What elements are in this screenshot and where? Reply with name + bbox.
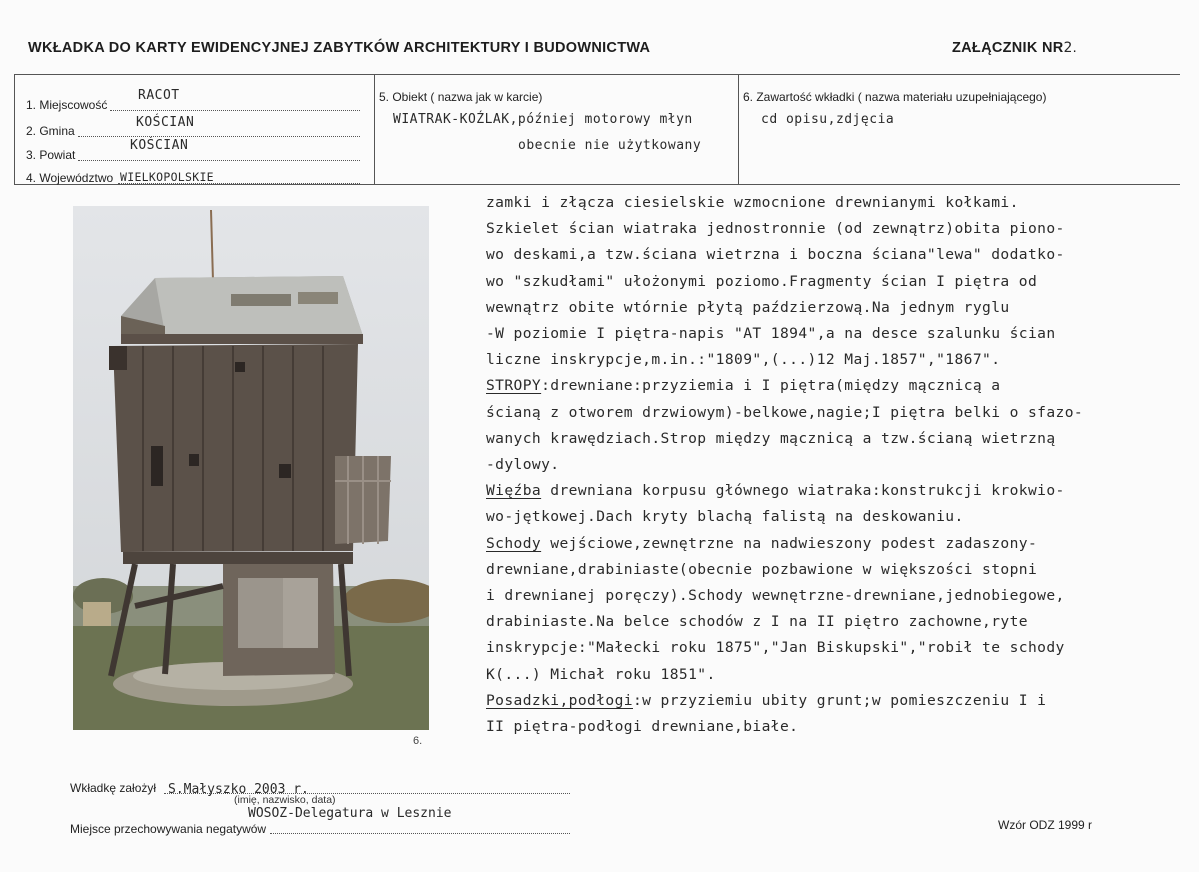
contents-label: 6. Zawartość wkładki ( nazwa materiału uzupełniającego) <box>743 90 1047 104</box>
description-line <box>486 478 1083 504</box>
attachment-label: ZAŁĄCZNIK NR2. <box>952 40 1077 56</box>
section-text: wejściowe,zewnętrzne na nadwieszony podest zadaszony- <box>541 534 1038 552</box>
field-miejscowosc: 1. Miejscowość RACOT <box>26 88 360 112</box>
storage-label: Miejsce przechowywania negatywów <box>70 822 267 836</box>
author-hint: (imię, nazwisko, data) <box>234 794 336 806</box>
attachment-label-text: ZAŁĄCZNIK NR <box>952 40 1064 56</box>
description-line: drewniane,drabiniaste(obecnie pozbawione w większości stopni <box>486 560 1038 578</box>
object-line-2: obecnie nie użytkowany <box>518 138 702 153</box>
section-text: drewniana korpusu głównego wiatraka:konstrukcji krokwio- <box>541 482 1065 500</box>
section-heading: Więźba <box>486 482 542 500</box>
description-line: liczne inskrypcje,m.in.:"1809",(...)12 Maj.1857","1867". <box>486 351 1001 369</box>
storage-value: WOSOZ-Delegatura w Lesznie <box>248 806 452 821</box>
gmina-value: KOŚCIAN <box>136 115 195 130</box>
description-line <box>486 373 1083 399</box>
section-heading: Schody <box>486 534 542 552</box>
description-line: Szkielet ścian wiatraka jednostronnie (od zewnątrz)obita piono- <box>486 220 1065 238</box>
description-line: II piętra-podłogi drewniane,białe. <box>486 718 799 736</box>
section-heading: Posadzki,podłogi <box>486 691 633 709</box>
object-line-1: WIATRAK-KOŹLAK,później motorowy młyn <box>393 112 693 127</box>
object-label: 5. Obiekt ( nazwa jak w karcie) <box>379 90 543 104</box>
windmill-photo <box>73 206 429 730</box>
description-line: inskrypcje:"Małecki roku 1875","Jan Biskupski","robił te schody <box>486 639 1065 657</box>
contents-value: cd opisu,zdjęcia <box>761 112 895 127</box>
section-text: :w przyziemiu ubity grunt;w pomieszczeniu I i <box>632 691 1047 709</box>
powiat-value: KOŚCIAN <box>130 138 189 153</box>
description-line: -dylowy. <box>486 456 560 474</box>
footer-author <box>70 776 570 806</box>
description-line: wanych krawędziach.Strop między mącznicą a tzw.ścianą wietrzną <box>486 429 1056 447</box>
field-powiat: 3. Powiat KOŚCIAN <box>26 138 360 162</box>
section-text: :drewniane:przyziemia i I piętra(między mącznicą a <box>541 377 1001 395</box>
table-top-border <box>14 74 1180 75</box>
author-value: S.Małyszko 2003 r. <box>168 782 309 797</box>
template-note: Wzór ODZ 1999 r <box>998 818 1093 832</box>
author-label: Wkładkę założył <box>70 781 157 795</box>
description-line: wewnątrz obite wtórnie płytą paździerzową.Na jednym ryglu <box>486 298 1010 316</box>
description-line: drabiniaste.Na belce schodów z I na II piętro zachowne,ryte <box>486 613 1028 631</box>
field-gmina: 2. Gmina KOŚCIAN <box>26 114 360 138</box>
description-line: i drewnianej poręczy).Schody wewnętrzne-drewniane,jednobiegowe, <box>486 587 1065 605</box>
description-line: K(...) Michał roku 1851". <box>486 665 716 683</box>
description-line <box>486 531 1083 557</box>
table-divider-1 <box>374 74 375 185</box>
description-line: -W poziomie I piętra-napis "AT 1894",a na desce szalunku ścian <box>486 325 1056 343</box>
attachment-number: 2 <box>1063 40 1073 56</box>
description-line: wo "szkudłami" ułożonymi poziomo.Fragmenty ścian I piętra od <box>486 272 1038 290</box>
windmill-illustration <box>73 206 429 730</box>
footer-storage <box>70 818 570 838</box>
wojewodztwo-value: WIELKOPOLSKIE <box>120 170 214 184</box>
field-wojewodztwo: 4. Województwo WIELKOPOLSKIE <box>26 161 360 185</box>
section-heading: STROPY <box>486 377 542 395</box>
description-line: wo-jętkowej.Dach kryty blachą falistą na deskowaniu. <box>486 508 964 526</box>
description-line: zamki i złącza ciesielskie wzmocnione drewnianymi kołkami. <box>486 194 1019 211</box>
document-title: WKŁADKA DO KARTY EWIDENCYJNEJ ZABYTKÓW ARCHITEKTURY I BUDOWNICTWA <box>28 40 651 56</box>
photo-caption: 6. <box>413 735 423 747</box>
miejscowosc-value: RACOT <box>138 88 180 103</box>
description-text <box>486 190 1083 740</box>
table-left-border <box>14 74 15 185</box>
description-line: wo deskami,a tzw.ściana wietrzna i boczna ściana"lewa" dodatko- <box>486 246 1065 264</box>
table-divider-2 <box>738 74 739 185</box>
description-line <box>486 688 1083 714</box>
description-line: ścianą z otworem drzwiowym)-belkowe,nagie;I piętra belki o sfazo- <box>486 403 1084 421</box>
